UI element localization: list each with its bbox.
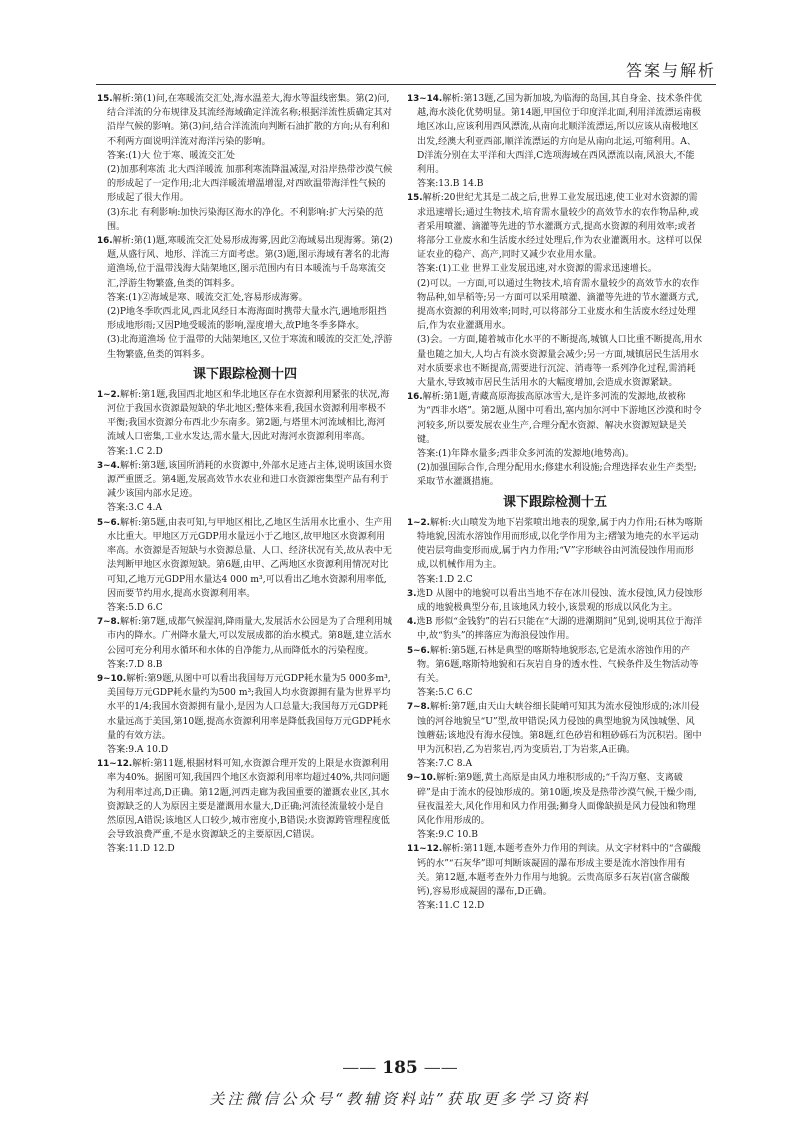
analysis-body: 选D 从图中的地貌可以看出当地不存在冰川侵蚀、流水侵蚀,风力侵蚀形成的地貌极典型分布,且该地风力较小,该景观的形成以风化为主。 [416, 588, 703, 613]
left-column [97, 92, 393, 857]
analysis-text [407, 644, 703, 687]
question-number: 15. [97, 94, 113, 104]
analysis-text [407, 615, 703, 643]
section-title: 课下跟踪检测十四 [192, 366, 297, 382]
answer-item [97, 757, 393, 856]
analysis-body: 解析:第9题,从图中可以看出我国每万元GDP耗水量为5 000多m³,美国每万元GDP耗水量约为500 m³;我国人均水资源拥有量为世界平均水平的1/4;我国水资源拥有量小,是因为人口总量大;我国每万元GDP耗水量远高于美国,第10题,提高水资源利用率是降低我国每万元GDP耗水量的有效方法。 [107, 673, 391, 741]
answer-item [97, 459, 393, 516]
analysis-body: 解析:第7题,成都气候湿润,降雨量大,发展活水公园是为了合理利用城市内的降水。广州降水量大,可以发展成都的治水模式。第8题,建立活水公园可充分利用水循环和水体的自净能力,从而降低水的污染程度。 [107, 617, 393, 656]
analysis-text [407, 516, 703, 573]
analysis-body: 解析:第(1)题,寒暖流交汇处易形成海雾,因此②海域易出现海雾。第(2)题,从盛行风、地形、洋流三方面考虑。第(3)题,图示海域有著名的北海道渔场,位于温带浅海大陆架地区,图示范围内有日本暖流与千岛寒流交汇,浮游生物繁盛,鱼类的饵料多。 [107, 236, 393, 289]
analysis-body: 选B 形似“金钱豹”的岩石只能在“大湖的进潮期间”见到,说明其位于海洋中,故“豹头”的摔落应为海浪侵蚀作用。 [416, 617, 703, 642]
answer-line: 答案:13.B 14.B [417, 179, 484, 190]
question-number: 1~2. [407, 517, 430, 528]
question-number: 9~10. [407, 773, 437, 784]
answer-item [97, 516, 393, 615]
answer-subpart: (3)东北 有利影响:加快污染海区海水的净化。不利影响:扩大污染的范围。 [107, 207, 384, 232]
analysis-text [407, 587, 703, 615]
analysis-text [407, 390, 703, 447]
analysis-text [407, 700, 703, 757]
answer-line: 答案:1.C 2.D [107, 446, 163, 457]
answer-line: 答案:(1)工业 世界工业发展迅速,对水资源的需求迅速增长。 [417, 264, 657, 275]
question-number: 16. [97, 236, 113, 247]
analysis-text [97, 459, 393, 502]
question-number: 16. [407, 392, 423, 403]
answer-item [407, 390, 703, 489]
question-number: 11~12. [97, 759, 133, 770]
analysis-body: 解析:20世纪尤其是二战之后,世界工业发展迅速,使工业对水资源的需求迅速增长;通过生物技术,培育需水量较少的高效节水的农作物品种,或者采用喷灌、滴灌等先进的节水灌溉方式,提高水资源的利用效率;或者将部分工业废水和生活废水经过处理后,作为农业灌溉用水。这样可以保证农业的稳产、高产,同时又减少农业用水量。 [417, 193, 702, 261]
answer-item [407, 516, 703, 587]
answer-subpart: (2)加那利寒流 北大西洋暖流 加那利寒流降温减湿,对沿岸热带沙漠气候的形成起了一定作用;北大西洋暖流增温增湿,对西欧温带海洋性气候的形成起了很大作用。 [107, 165, 393, 204]
question-number: 7~8. [407, 702, 430, 713]
analysis-text [97, 615, 393, 658]
answer-item [407, 191, 703, 390]
analysis-text [97, 92, 393, 149]
question-number: 11~12. [407, 844, 443, 855]
answer-line: 答案:3.C 4.A [107, 503, 163, 514]
answer-line: 答案:7.D 8.B [107, 659, 163, 670]
answer-item [97, 672, 393, 757]
analysis-body: 解析:第9题,黄土高原是由风力堆积形成的;“千沟万壑、支离破碎”是由于流水的侵蚀形成的。第10题,埃及是热带沙漠气候,干燥少雨,昼夜温差大,风化作用和风力作用强;狮身人面像缺损是风力侵蚀和物理风化作用形成的。 [417, 773, 697, 826]
question-number: 1~2. [97, 389, 120, 400]
answer-line: 答案:9.A 10.D [107, 744, 169, 755]
question-number: 5~6. [407, 645, 430, 656]
analysis-body: 解析:第13题,乙国为新加坡,为临海的岛国,其自身金、技术条件优越,海水淡化优势明显。第14题,甲国位于印度洋北面,利用洋流漂运南极地区冰山,应该利用西风漂流,从南向北顺洋流漂运,所以应该从南极地区出发,经澳大利亚西部,顺洋流漂运的方向是从南向北运,可缩利用。A、D洋流分别在太平洋和大西洋,C选项海域在西风漂流以南,风浪大,不能利用。 [417, 94, 702, 176]
page-dash-right: —— [423, 1058, 458, 1078]
answer-line: 答案:5.C 6.C [417, 688, 473, 699]
answer-item [97, 388, 393, 459]
answer-item [407, 587, 703, 615]
page-dash-left: —— [342, 1058, 377, 1078]
answer-item [97, 615, 393, 672]
section-title: 课下跟踪检测十五 [502, 494, 607, 510]
answer-line: 答案:5.D 6.C [107, 602, 163, 613]
header-title: 答案与解析 [625, 61, 716, 80]
analysis-text [407, 771, 703, 828]
answer-subpart: (3)会。一方面,随着城市化水平的不断提高,城镇人口比重不断提高,用水量也随之加大,人均占有淡水资源量会减少;另一方面,城镇居民生活用水对水质要求也不断提高,需要进行沉淀、消毒等一系列净化过程,需消耗大量水,导致城市居民生活用水的大幅度增加,会造成水资源紧缺。 [417, 335, 703, 389]
answer-line: 答案:(1)年降水量多;西非众多河流的发源地(地势高)。 [417, 449, 635, 460]
footer-note: 关注微信公众号“教辅资料站”获取更多学习资料 [209, 1090, 591, 1108]
analysis-text [97, 234, 393, 291]
analysis-body: 解析:第5题,由表可知,与甲地区相比,乙地区生活用水比重小、生产用水比重大。甲地区万元GDP用水量远小于乙地区,故甲地区水资源利用率高。水资源是否短缺与水资源总量、人口、经济状况有关,故从表中无法判断甲地区水资源短缺。第6题,由甲、乙两地区水资源利用情况对比可知,乙地万元GDP用水量达4 000 m³,可以看出乙地水资源利用率低,因而要节约用水,提高水资源利用率。 [107, 517, 393, 599]
answer-subpart: (2)P地冬季吹西北风,西北风经日本海海面时携带大量水汽,遇地形阻挡形成地形雨;又因P地受暖流的影响,湿度增大,故P地冬季多降水。 [107, 307, 387, 332]
answer-item [407, 842, 703, 913]
analysis-body: 解析:第11题,根据材料可知,水资源合理开发的上限是水资源利用率为40%。据图可知,我国四个地区水资源利用率均超过40%,共同问题为利用率过高,D正确。第12题,河西走廊为我国重要的灌溉农业区,其水资源缺乏的人为原因主要是灌溉用水量大,D正确;河流径流量较小是自然原因,A错误;该地区人口较少,城市密度小,B错误;水资源跨管理程度低会导致浪费严重,不是水资源缺乏的主要原因,C错误。 [107, 759, 390, 841]
answer-line: 答案:(1)②海域是寒、暖流交汇处,容易形成海雾。 [107, 292, 308, 303]
analysis-body: 解析:第(1)问,在寒暖流交汇处,海水温差大,海水等温线密集。第(2)问,结合洋流的分布规律及其流经海域确定洋流名称;根据洋流性质确定其对沿岸气候的影响。第(3)问,结合洋流流向判断石油扩散的方向;从有利和不利两方面说明洋流对海洋污染的影响。 [107, 94, 392, 147]
answer-subpart: (3)北海道渔场 位于温带的大陆架地区,又位于寒流和暖流的交汇处,浮游生物繁盛,鱼类的饵料多。 [107, 335, 393, 360]
analysis-body: 解析:第7题,由天山大峡谷细长陡峭可知其为流水侵蚀形成的;冰川侵蚀的河谷地貌呈“U”型,故甲错误;风力侵蚀的典型地貌为风蚀城堡、风蚀蘑菇;该地没有海水侵蚀。第8题,红色砂岩和粗砂砾石为沉积岩。图中甲为沉积岩,乙为岩浆岩,丙为变质岩,丁为岩浆,A正确。 [417, 702, 702, 755]
analysis-text [407, 92, 703, 177]
page-number-text: 185 [382, 1058, 418, 1078]
analysis-text [407, 842, 703, 899]
answer-line: 答案:9.C 10.B [417, 830, 478, 841]
question-number: 3. [407, 588, 417, 599]
answer-subpart: (2)加强国际合作,合理分配用水;修建水利设施;合理选择农业生产类型;采取节水灌溉措施。 [417, 463, 697, 488]
answer-line: 答案:1.D 2.C [417, 574, 473, 585]
analysis-body: 解析:第5题,石林是典型的喀斯特地貌形态,它是流水溶蚀作用的产物。第6题,喀斯特地貌和石灰岩自身的透水性、气候条件及生物活动等有关。 [417, 645, 699, 684]
analysis-text [97, 516, 393, 601]
header-rule [96, 84, 716, 85]
analysis-body: 解析:火山喷发为地下岩浆喷出地表的现象,属于内力作用;石林为喀斯特地貌,因流水溶蚀作用而形成,以化学作用为主;褶皱为地壳的水平运动使岩层弯曲变形而成,属于内力作用;“V”字形峡谷由河流侵蚀作用而形成,以机械作用为主。 [417, 517, 703, 571]
answer-item [407, 644, 703, 701]
analysis-text [97, 757, 393, 842]
analysis-body: 解析:第3题,该国所消耗的水资源中,外部水足迹占主体,说明该国水资源严重匮乏。第4题,发展高效节水农业和进口水资源密集型产品有利于减少该国内部水足迹。 [107, 460, 393, 500]
analysis-text [97, 672, 393, 743]
analysis-body: 解析:第1题,青藏高原海拔高原冰雪大,是许多河流的发源地,故被称为“西非水塔”。第2题,从图中可看出,塞内加尔河中下游地区沙漠和时令河较多,所以要发展农业生产,合理分配水资源、解决水资源短缺是关键。 [417, 392, 702, 445]
answer-line: 答案:(1)大 位于寒、暖流交汇处 [107, 150, 235, 161]
answer-item [97, 92, 393, 234]
answer-item [407, 92, 703, 191]
analysis-body: 解析:第1题,我国西北地区和华北地区存在水资源利用紧张的状况,海河位于我国水资源最短缺的华北地区;整体来看,我国水资源利用率极不平衡;我国水资源分布西北少东南多。第2题,与塔里木河流域相比,海河流域人口密集,工业水发达,需水量大,因此对海河水资源利用率高。 [107, 389, 390, 443]
question-number: 15. [407, 193, 423, 204]
answer-item [407, 700, 703, 771]
question-number: 9~10. [97, 673, 127, 684]
analysis-body: 解析:第11题,本题考查外力作用的判读。从文字材料中的“含碳酸钙的水”“石灰华”即可判断该凝固的瀑布形成主要是流水溶蚀作用有关。第12题,本题考查外力作用与地貌。云贵高原多石灰岩(富含碳酸钙),容易形成凝固的瀑布,D正确。 [417, 844, 701, 897]
question-number: 3~4. [97, 460, 120, 471]
answer-line: 答案:7.C 8.A [417, 759, 473, 770]
answer-line: 答案:11.D 12.D [107, 844, 175, 855]
analysis-text [407, 191, 703, 262]
question-number: 5~6. [97, 517, 120, 528]
answer-line: 答案:11.C 12.D [417, 901, 485, 912]
page-number [0, 1058, 800, 1078]
question-number: 7~8. [97, 617, 120, 628]
right-column [407, 92, 703, 913]
answer-subpart: (2)可以。一方面,可以通过生物技术,培育需水量较少的高效节水的农作物品种,如旱稻等;另一方面可以采用喷灌、滴灌等先进的节水灌溉方式,提高水资源的利用效率;同时,可以将部分工业废水和生活废水经过处理后,作为农业灌溉用水。 [417, 278, 700, 332]
question-number: 4. [407, 617, 417, 628]
analysis-text [97, 388, 393, 445]
answer-item [407, 771, 703, 842]
answer-item [97, 234, 393, 362]
question-number: 13~14. [407, 94, 443, 104]
answer-item [407, 615, 703, 643]
